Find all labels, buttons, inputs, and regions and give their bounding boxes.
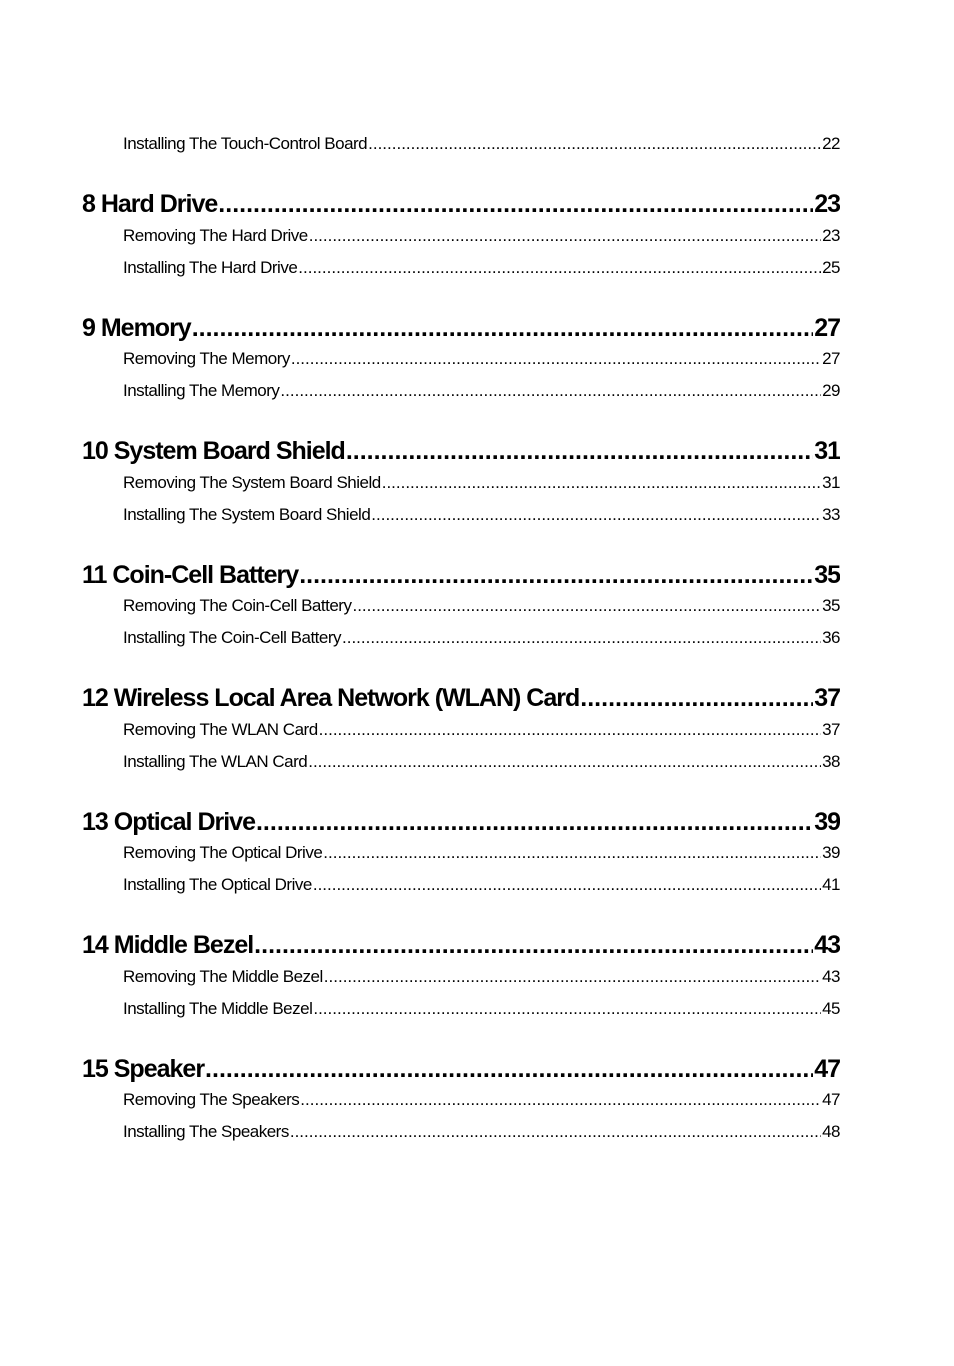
toc-entry-installing-system-board-shield[interactable] — [123, 505, 840, 525]
toc-entry-page: 29 — [822, 381, 840, 400]
toc-entry-page: 43 — [822, 967, 840, 986]
toc-leader-dots — [580, 684, 813, 713]
toc-entry-page: 41 — [822, 875, 840, 894]
toc-chapter-title: 8 Hard Drive — [82, 190, 218, 218]
toc-entry-title: Installing The System Board Shield — [123, 505, 371, 524]
toc-entry-installing-speakers[interactable] — [123, 1122, 840, 1142]
toc-chapter-title: 11 Coin-Cell Battery — [82, 561, 299, 589]
toc-leader-dots — [218, 190, 813, 219]
toc-leader-dots — [300, 1090, 821, 1110]
toc-entry-page: 36 — [822, 628, 840, 647]
toc-leader-dots — [352, 596, 821, 616]
toc-leader-dots — [324, 967, 821, 987]
toc-entry-title: Removing The Middle Bezel — [123, 967, 323, 986]
toc-entry-page: 25 — [822, 258, 840, 277]
toc-chapter-page: 23 — [814, 190, 840, 218]
toc-leader-dots — [323, 843, 821, 863]
toc-chapter-page: 27 — [814, 314, 840, 342]
toc-entry-installing-wlan-card[interactable] — [123, 752, 840, 772]
toc-chapter-title: 10 System Board Shield — [82, 437, 345, 465]
toc-chapter-middle-bezel[interactable] — [82, 931, 840, 960]
toc-chapter-speaker[interactable] — [82, 1055, 840, 1084]
toc-leader-dots — [280, 381, 821, 401]
toc-entry-removing-coin-cell-battery[interactable] — [123, 596, 840, 616]
toc-leader-dots — [371, 505, 821, 525]
toc-entry-title: Installing The Speakers — [123, 1122, 289, 1141]
toc-entry-page: 35 — [822, 596, 840, 615]
toc-entry-title: Installing The Memory — [123, 381, 280, 400]
toc-chapter-title: 9 Memory — [82, 314, 191, 342]
toc-leader-dots — [290, 1122, 821, 1142]
toc-chapter-optical-drive[interactable] — [82, 808, 840, 837]
toc-entry-title: Installing The Touch-Control Board — [123, 134, 368, 153]
toc-entry-page: 48 — [822, 1122, 840, 1141]
toc-chapter-hard-drive[interactable] — [82, 190, 840, 219]
toc-entry-page: 23 — [822, 226, 840, 245]
toc-leader-dots — [319, 720, 821, 740]
toc-leader-dots — [382, 473, 821, 493]
toc-leader-dots — [368, 134, 821, 154]
toc-chapter-page: 39 — [814, 808, 840, 836]
toc-entry-title: Installing The WLAN Card — [123, 752, 308, 771]
toc-entry-title: Removing The Hard Drive — [123, 226, 308, 245]
toc-entry-installing-coin-cell-battery[interactable] — [123, 628, 840, 648]
toc-entry-title: Installing The Coin-Cell Battery — [123, 628, 342, 647]
toc-entry-page: 31 — [822, 473, 840, 492]
toc-entry-page: 47 — [822, 1090, 840, 1109]
toc-entry-page: 22 — [822, 134, 840, 153]
toc-entry-removing-hard-drive[interactable] — [123, 226, 840, 246]
toc-entry-removing-memory[interactable] — [123, 349, 840, 369]
toc-entry-page: 37 — [822, 720, 840, 739]
toc-entry-installing-hard-drive[interactable] — [123, 258, 840, 278]
toc-leader-dots — [256, 808, 813, 837]
toc-entry-page: 27 — [822, 349, 840, 368]
toc-entry-page: 39 — [822, 843, 840, 862]
toc-chapter-page: 47 — [814, 1055, 840, 1083]
toc-chapter-memory[interactable] — [82, 314, 840, 343]
toc-entry-page: 45 — [822, 999, 840, 1018]
toc-entry-title: Removing The System Board Shield — [123, 473, 381, 492]
toc-entry-title: Installing The Hard Drive — [123, 258, 298, 277]
toc-entry-removing-speakers[interactable] — [123, 1090, 840, 1110]
toc-chapter-title: 13 Optical Drive — [82, 808, 255, 836]
toc-entry-title: Removing The WLAN Card — [123, 720, 318, 739]
toc-entry-installing-memory[interactable] — [123, 381, 840, 401]
toc-entry-title: Installing The Middle Bezel — [123, 999, 313, 1018]
toc-entry-removing-wlan-card[interactable] — [123, 720, 840, 740]
toc-chapter-coin-cell-battery[interactable] — [82, 561, 840, 590]
toc-entry-page: 33 — [822, 505, 840, 524]
toc-leader-dots — [299, 561, 813, 590]
toc-entry-title: Removing The Optical Drive — [123, 843, 323, 862]
toc-leader-dots — [346, 437, 813, 466]
toc-chapter-title: 12 Wireless Local Area Network (WLAN) Card — [82, 684, 580, 712]
toc-chapter-wlan-card[interactable] — [82, 684, 840, 713]
toc-entry-installing-optical-drive[interactable] — [123, 875, 840, 895]
toc-entry-removing-middle-bezel[interactable] — [123, 967, 840, 987]
toc-chapter-page: 43 — [814, 931, 840, 959]
toc-chapter-title: 14 Middle Bezel — [82, 931, 254, 959]
toc-leader-dots — [205, 1055, 813, 1084]
toc-leader-dots — [313, 875, 821, 895]
toc-leader-dots — [308, 752, 821, 772]
toc-entry-installing-touch-control-board[interactable] — [123, 134, 840, 154]
toc-entry-page: 38 — [822, 752, 840, 771]
toc-leader-dots — [192, 314, 813, 343]
toc-entry-title: Removing The Memory — [123, 349, 290, 368]
toc-chapter-system-board-shield[interactable] — [82, 437, 840, 466]
toc-entry-removing-optical-drive[interactable] — [123, 843, 840, 863]
toc-entry-title: Removing The Speakers — [123, 1090, 300, 1109]
toc-leader-dots — [342, 628, 821, 648]
toc-leader-dots — [291, 349, 821, 369]
toc-chapter-page: 35 — [814, 561, 840, 589]
toc-leader-dots — [309, 226, 821, 246]
toc-entry-title: Removing The Coin-Cell Battery — [123, 596, 352, 615]
toc-entry-removing-system-board-shield[interactable] — [123, 473, 840, 493]
toc-chapter-page: 31 — [814, 437, 840, 465]
toc-chapter-title: 15 Speaker — [82, 1055, 205, 1083]
toc-leader-dots — [254, 931, 813, 960]
toc-entry-installing-middle-bezel[interactable] — [123, 999, 840, 1019]
toc-chapter-page: 37 — [814, 684, 840, 712]
toc-leader-dots — [298, 258, 821, 278]
toc-leader-dots — [313, 999, 821, 1019]
toc-entry-title: Installing The Optical Drive — [123, 875, 312, 894]
